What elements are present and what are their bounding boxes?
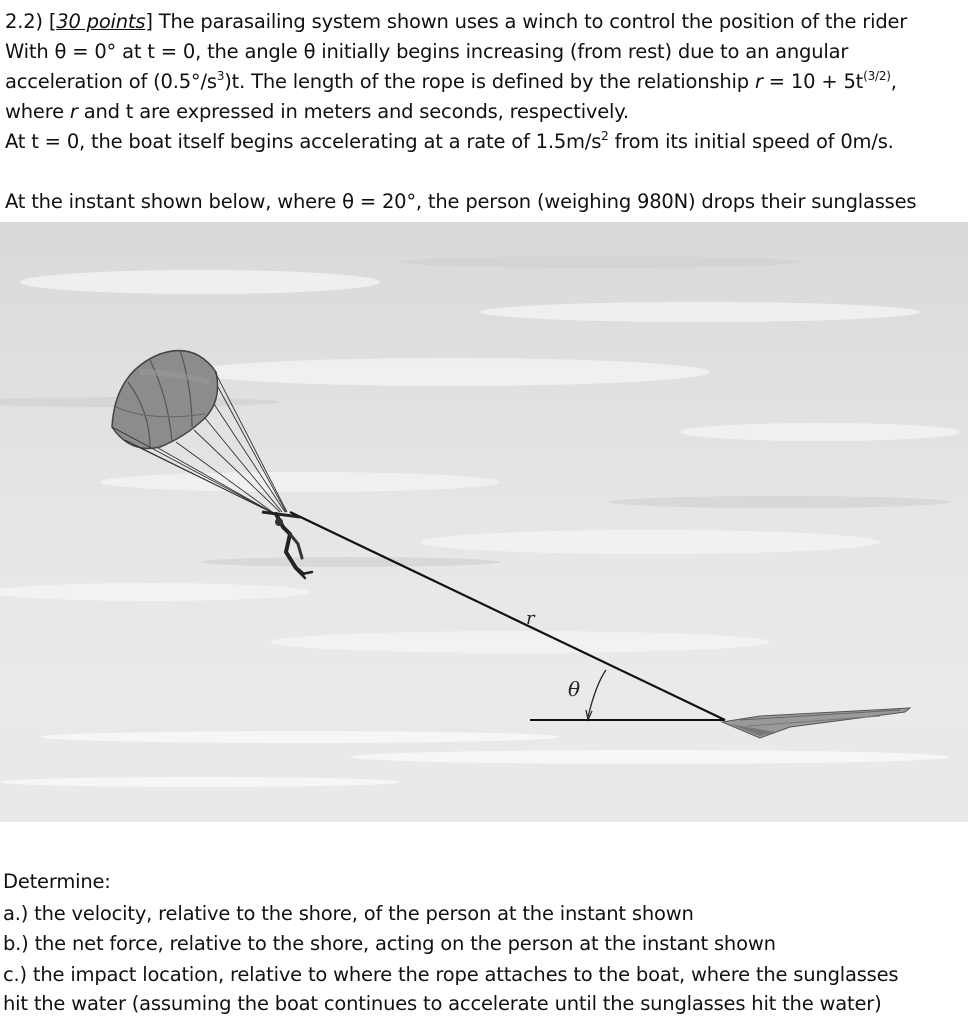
problem-number: 2.2) bbox=[5, 10, 43, 33]
instant-line: At the instant shown below, where θ = 20°, the person (weighing 980N) drops their sunglasses bbox=[5, 190, 917, 213]
angle-label: θ bbox=[568, 677, 581, 701]
problem-line-2: With θ = 0° at t = 0, the angle θ initially begins increasing (from rest) due to an angular bbox=[5, 40, 849, 63]
problem-line-5: At t = 0, the boat itself begins accelerating at a rate of $1.5m/s^2$ from its initial speed of 0m/s. bbox=[5, 129, 894, 153]
question-a: a.) the velocity, relative to the shore, of the person at the instant shown bbox=[3, 902, 694, 925]
question-c-line-2: hit the water (assuming the boat continues to accelerate until the sunglasses hit the water) bbox=[3, 992, 882, 1015]
problem-line-1: 2.2) [30 points] The parasailing system shown uses a winch to control the position of the rider bbox=[5, 10, 908, 33]
rope-label: r bbox=[526, 608, 535, 629]
problem-line-4: where r and t are expressed in meters and seconds, respectively. bbox=[5, 100, 629, 123]
problem-line-3: acceleration of $(0.5^\circ/s^3)t$. The length of the rope is defined by the relationship $r = 10 + 5t^{(3/2)}$, bbox=[5, 69, 897, 93]
questions-heading: Determine: bbox=[3, 870, 111, 893]
problem-points: 30 points bbox=[56, 10, 146, 33]
parasail-figure bbox=[0, 222, 968, 822]
problem-intro: The parasailing system shown uses a winch to control the position of the rider bbox=[158, 10, 908, 33]
question-b: b.) the net force, relative to the shore, acting on the person at the instant shown bbox=[3, 932, 776, 955]
question-c-line-1: c.) the impact location, relative to where the rope attaches to the boat, where the sunglasses bbox=[3, 963, 899, 986]
